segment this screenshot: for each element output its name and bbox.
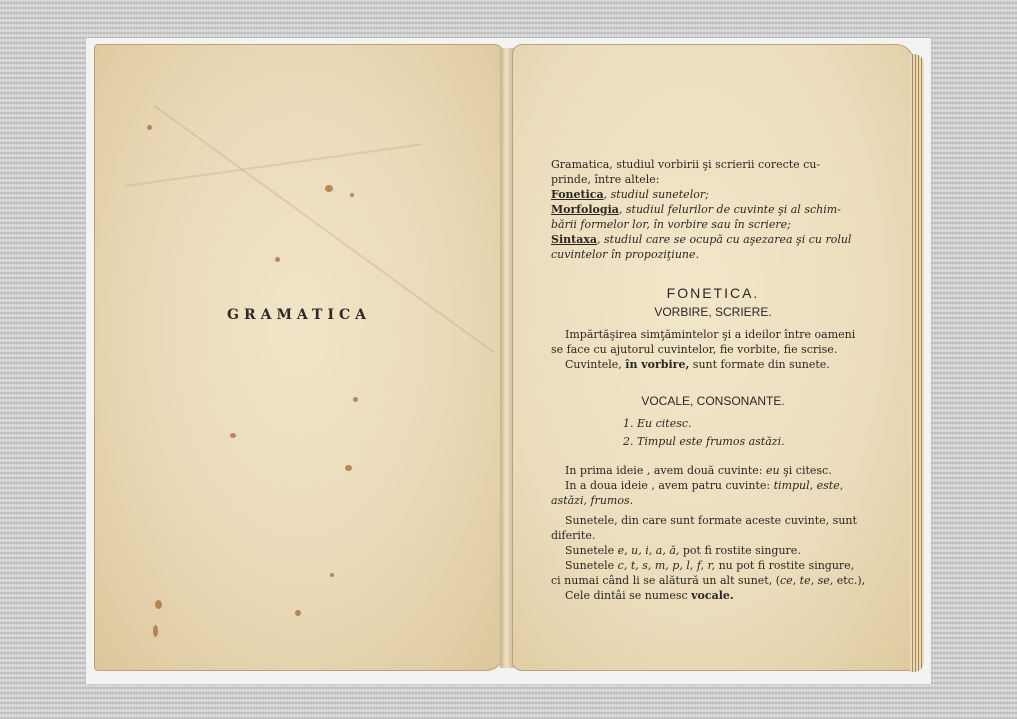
text-line: Cuvintele, în vorbire, sunt formate din sunete. [565,358,830,371]
paragraph [551,327,881,372]
subsection-title: VOCALE, CONSONANTE. [641,394,785,408]
foxing-spot [353,397,358,402]
text-line: Gramatica, studiul vorbirii şi scrierii corecte cu- [551,158,821,171]
section-subtitle: VORBIRE, SCRIERE. [654,305,772,319]
definition-text: , studiul sunetelor; [603,188,709,201]
term: Morfologia [551,203,619,216]
definition-sintaxa [551,232,881,262]
definition-text: cuvintelor în propoziţiune. [551,248,700,261]
book-spread [86,38,931,684]
foxing-spot [345,465,352,471]
text-line: ci numai când li se alătură un alt sunet, (ce, te, se, etc.), [551,574,866,587]
text-line: prinde, între altele: [551,173,660,186]
term: Fonetica [551,188,604,201]
text-line: astăzi, frumos. [551,494,634,507]
definition-fonetica [551,187,881,202]
section-title: FONETICA. [666,285,760,301]
term: Sintaxa [551,233,598,246]
paragraph [551,513,881,603]
foxing-spot [275,257,280,262]
text-line: Sunetele, din care sunt formate aceste cuvinte, sunt [565,514,857,527]
page-title: GRAMATICA [226,307,372,323]
text-line: se face cu ajutorul cuvintelor, fie vorbite, fie scrise. [551,343,838,356]
foxing-spot [330,573,334,577]
text-line: diferite. [551,529,596,542]
definition-text: bării formelor lor, în vorbire sau în scriere; [551,218,791,231]
definition-text: , studiul felurilor de cuvinte şi al schim- [618,203,841,216]
intro-paragraph [551,157,881,187]
right-page [512,44,914,671]
foxing-spot [295,610,301,616]
text-line: In prima ideie , avem două cuvinte: eu şi citesc. [565,464,832,477]
foxing-spot [147,125,152,130]
definition-text: , studiul care se ocupă cu aşezarea şi cu rolul [597,233,852,246]
example-item: 2. Timpul este frumos astăzi. [623,435,785,448]
foxing-spot [325,185,333,192]
paragraph [551,463,881,508]
definition-morfologia [551,202,881,232]
foxing-spot [350,193,354,197]
text-line: In a doua ideie , avem patru cuvinte: timpul, este, [565,479,844,492]
text-line: Sunetele c, t, s, m, p, l, f, r, nu pot fi rostite singure, [565,559,855,572]
page-crease [125,143,422,187]
example-item: 1. Eu citesc. [623,417,692,430]
foxing-spot [155,600,162,609]
foxing-spot [153,625,158,637]
text-line: Cele dintâi se numesc vocale. [565,589,734,602]
page-edges [910,54,924,672]
foxing-spot [230,433,236,438]
left-page [94,44,504,671]
text-line: Impărtăşirea simţămintelor şi a ideilor între oameni [565,328,856,341]
example-list [623,416,953,449]
text-line: Sunetele e, u, i, a, ă, pot fi rostite singure. [565,544,801,557]
